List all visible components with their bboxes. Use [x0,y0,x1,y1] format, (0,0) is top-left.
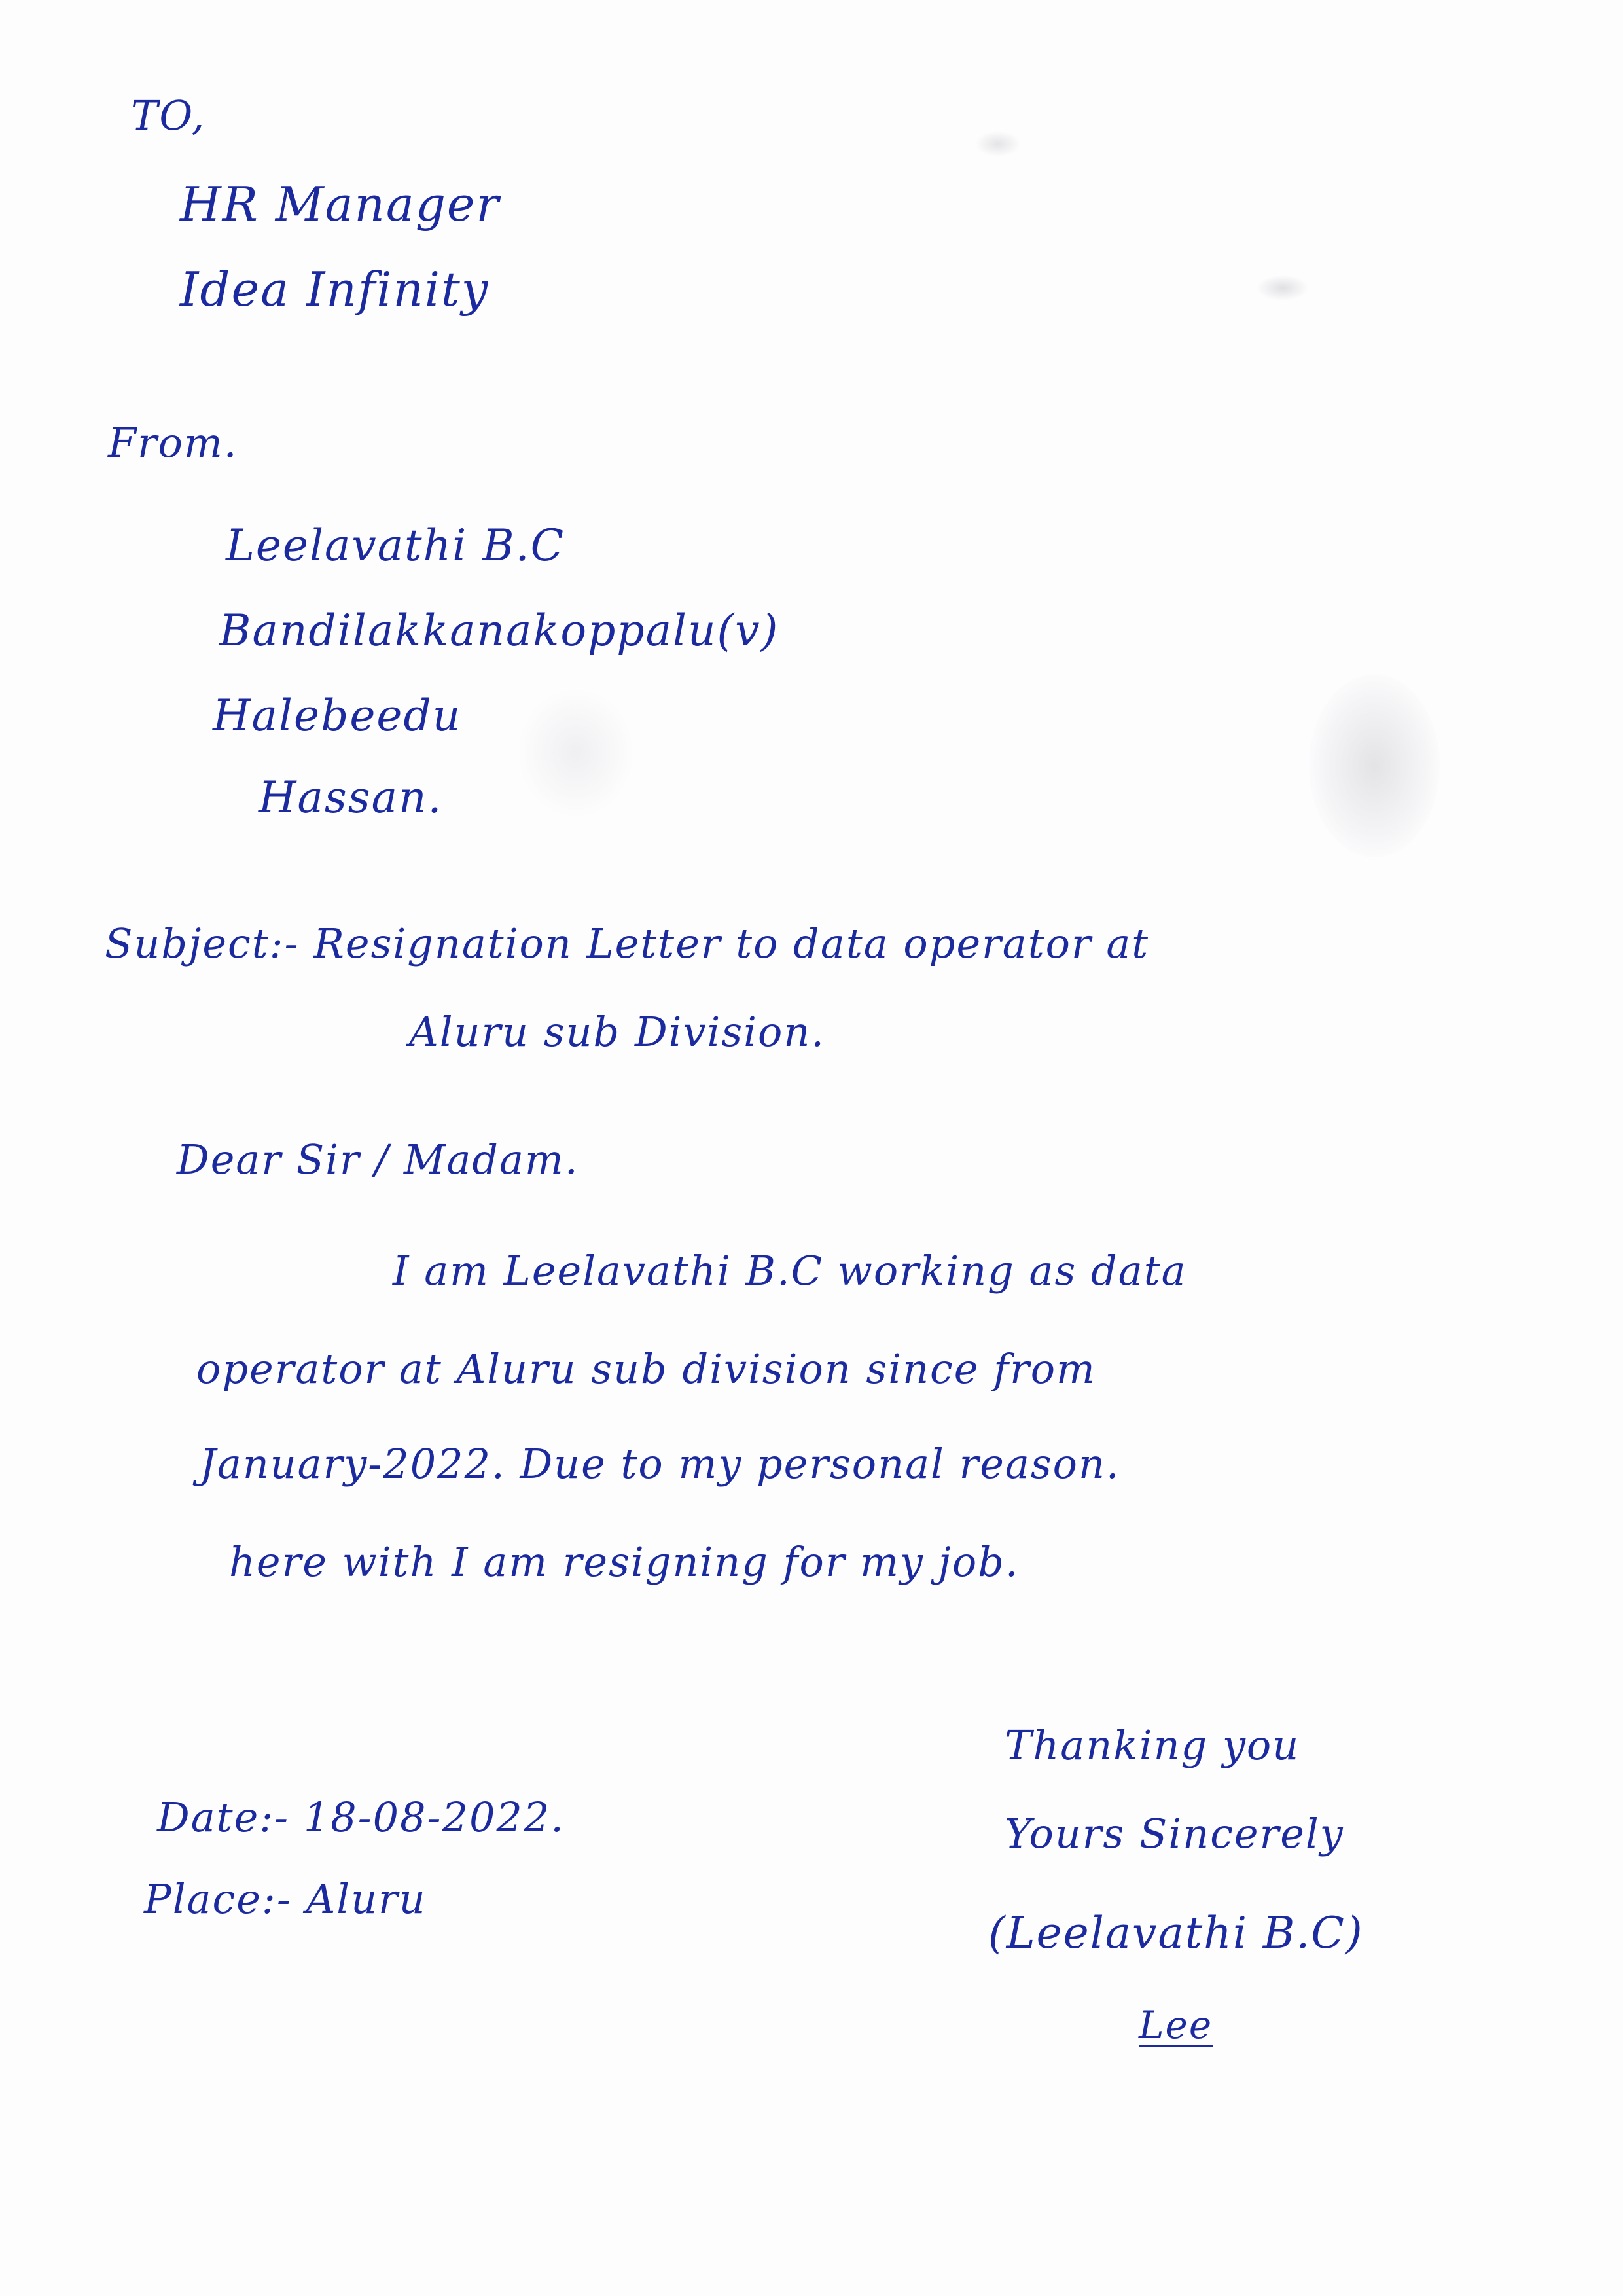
signature: Lee [1139,2003,1213,2047]
recipient-company: Idea Infinity [180,262,490,317]
sender-address-line: Hassan. [259,772,443,823]
paper-smudge [1257,275,1309,301]
body-line: operator at Aluru sub division since from [196,1345,1096,1393]
subject-line: Subject:- Resignation Letter to data operator at [105,920,1150,967]
paper-smudge [975,131,1021,157]
body-line: January-2022. Due to my personal reason. [200,1440,1120,1488]
sender-address-line: Bandilakkanakoppalu(v) [219,605,779,656]
body-line: here with I am resigning for my job. [229,1538,1020,1586]
paper-smudge [517,687,635,818]
paper-smudge [1309,674,1440,857]
from-label: From. [108,419,238,467]
closing-sincerely: Yours Sincerely [1005,1810,1344,1857]
sender-name: Leelavathi B.C [226,520,565,571]
closing-thanks: Thanking you [1005,1721,1300,1769]
to-label: TO, [131,92,206,139]
recipient-title: HR Manager [180,177,500,232]
body-line: I am Leelavathi B.C working as data [393,1247,1187,1295]
letter-place: Place:- Aluru [144,1875,427,1923]
closing-name: (Leelavathi B.C) [988,1908,1364,1958]
salutation: Dear Sir / Madam. [177,1136,579,1183]
subject-line: Aluru sub Division. [409,1008,825,1056]
letter-date: Date:- 18-08-2022. [157,1793,565,1841]
sender-address-line: Halebeedu [213,691,462,741]
